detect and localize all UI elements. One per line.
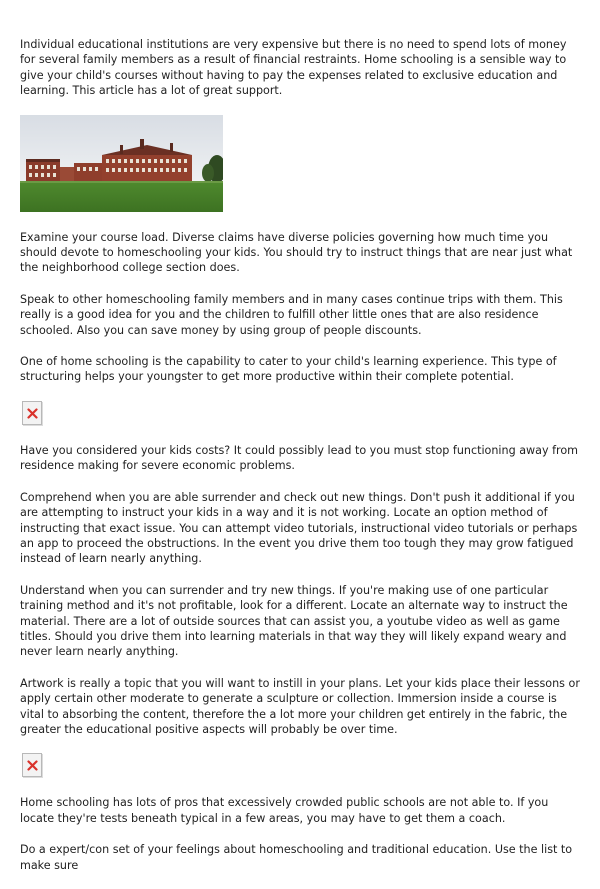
school-building-photo	[20, 115, 223, 212]
paragraph: Speak to other homeschooling family members and in many cases continue trips with them. This really is a good idea for you and the children to fulfill other little ones that are also residence schooled. Also you can save money by using group of people discounts.	[20, 292, 563, 337]
paragraph: Comprehend when you are able surrender and check out new things. Don't push it additional if you are attempting to instruct your kids in a way and it is not working. Locate an option method of instructing that exact issue. You can attempt video tutorials, instructional video tutorials or perhaps an app to proceed the obstructions. In the event you drive them too tough they may grow fatigued instead of learn nearly anything.	[20, 490, 578, 566]
paragraph: Artwork is really a topic that you will want to instill in your plans. Let your kids place their lessons or apply certain other moderate to generate a sculpture or collection. Immersion inside a course is vital to absorbing the content, therefore the a lot more your children get entirely in the fabric, the greater the educational positive aspects will probably be over time.	[20, 676, 580, 736]
broken-image-icon	[22, 753, 42, 777]
paragraph: Do a expert/con set of your feelings about homeschooling and traditional education. Use the list to make sure	[20, 843, 573, 872]
broken-image-icon	[22, 401, 42, 425]
paragraph: Home schooling has lots of pros that excessively crowded public schools are not able to. If you locate they're tests beneath typical in a few areas, you may have to get them a coach.	[20, 796, 549, 825]
paragraph: Individual educational institutions are very expensive but there is no need to spend lots of money for several family members as a result of financial restraints. Home schooling is a sensible way to give your child's courses without having to pay the expenses related to exclusive education and learning. This article has a lot of great support.	[20, 38, 567, 98]
article-body	[20, 37, 582, 889]
paragraph: Understand when you can surrender and try new things. If you're making use of one particular training method and it's not profitable, look for a different. Locate an alternate way to instruct the material. There are a lot of outside sources that can assist you, a youtube video as well as game titles. Should you drive them into learning materials in that way they will likely expand weary and never learn nearly anything.	[20, 583, 568, 659]
paragraph: One of home schooling is the capability to cater to your child's learning experience. This type of structuring helps your youngster to get more productive within their complete potential.	[20, 355, 557, 384]
paragraph: Examine your course load. Diverse claims have diverse policies governing how much time you should devote to homeschooling your kids. You should try to instruct things that are near just what the neighborhood college section does.	[20, 230, 573, 275]
paragraph: Have you considered your kids costs? It could possibly lead to you must stop functioning away from residence making for severe economic problems.	[20, 443, 579, 473]
